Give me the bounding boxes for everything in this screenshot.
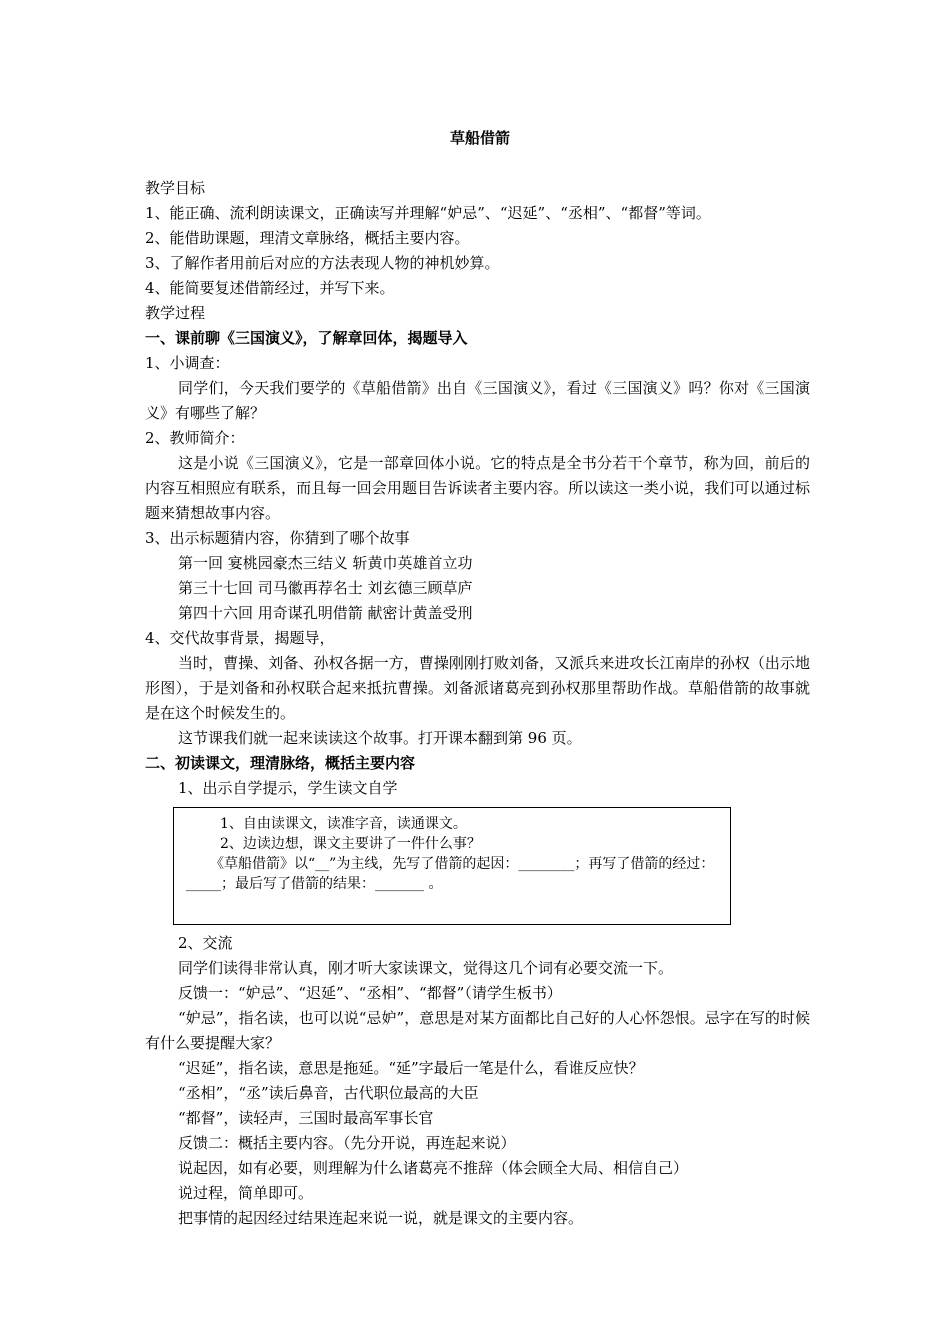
- chapter-title: 第一回 宴桃园豪杰三结义 斩黄巾英雄首立功: [178, 554, 473, 572]
- section2-heading: 二、初读课文，理清脉络，概括主要内容: [145, 754, 416, 772]
- exchange-line: “丞相”，“丞”读后鼻音，古代职位最高的大臣: [178, 1084, 479, 1102]
- exchange-line: 说起因，如有必要，则理解为什么诸葛亮不推辞（体会顾全大局、相信自己）: [178, 1159, 689, 1177]
- exchange-line: 把事情的起因经过结果连起来说一说，就是课文的主要内容。: [178, 1209, 584, 1227]
- exchange-line: 同学们读得非常认真，刚才听大家读课文，觉得这几个词有必要交流一下。: [178, 959, 674, 977]
- survey-paragraph: 同学们，今天我们要学的《草船借箭》出自《三国演义》，看过《三国演义》吗？你对《三国演义》有哪些了解？: [145, 379, 810, 422]
- prompt-fill-blank: 《草船借箭》以“__”为主线，先写了借箭的起因：________；再写了借箭的经过：_____；最后写了借箭的结果：_______ 。: [186, 856, 715, 892]
- exchange-line: 反馈二：概括主要内容。（先分开说，再连起来说）: [178, 1134, 516, 1152]
- intro-paragraph: 这是小说《三国演义》，它是一部章回体小说。它的特点是全书分若干个章节，称为回，前后的内容互相照应有联系，而且每一回会用题目告诉读者主要内容。所以读这一类小说，我们可以通过标题来猜想故事内容。: [145, 454, 810, 522]
- background-label: 4、交代故事背景，揭题导，: [145, 629, 335, 647]
- open-book-text: 这节课我们就一起来读读这个故事。打开课本翻到第 96 页。: [178, 729, 582, 747]
- survey-label: 1、小调查：: [145, 354, 230, 372]
- intro-label: 2、教师简介：: [145, 429, 245, 447]
- chapter-title: 第三十七回 司马徽再荐名士 刘玄德三顾草庐: [178, 579, 473, 597]
- chapter-title: 第四十六回 用奇谋孔明借箭 献密计黄盖受刑: [178, 604, 473, 622]
- prompt-line: 2、边读边想，课文主要讲了一件什么事？: [220, 836, 481, 852]
- section1-heading: 一、课前聊《三国演义》，了解章回体，揭题导入: [145, 329, 468, 347]
- objectives-heading: 教学目标: [145, 179, 206, 197]
- document-title: 草船借箭: [449, 129, 510, 147]
- exchange-line: 说过程，简单即可。: [178, 1184, 314, 1202]
- objective-item: 1、能正确、流利朗读课文，正确读写并理解“妒忌”、“迟延”、“丞相”、“都督”等词。: [145, 204, 711, 222]
- document-body: [145, 127, 810, 1231]
- exchange-line: “都督”，读轻声，三国时最高军事长官: [178, 1109, 434, 1127]
- exchange-line: 反馈一：“妒忌”、“迟延”、“丞相”、“都督”（请学生板书）: [178, 984, 562, 1002]
- process-heading: 教学过程: [145, 304, 206, 322]
- jidu-paragraph: “妒忌”，指名读，也可以说“忌妒”，意思是对某方面都比自己好的人心怀怨恨。忌字在写的时候有什么要提醒大家？: [145, 1009, 810, 1052]
- guess-label: 3、出示标题猜内容，你猜到了哪个故事: [145, 529, 410, 547]
- prompt-line: 1、自由读课文，读准字音，读通课文。: [220, 816, 467, 832]
- selfstudy-label: 1、出示自学提示，学生读文自学: [178, 779, 398, 797]
- background-paragraph: 当时，曹操、刘备、孙权各据一方，曹操刚刚打败刘备，又派兵来进攻长江南岸的孙权（出示地形图），于是刘备和孙权联合起来抵抗曹操。刘备派诸葛亮到孙权那里帮助作战。草船借箭的故事就是在这个时候发生的。: [145, 654, 810, 722]
- exchange-line: “迟延”，指名读，意思是拖延。“延”字最后一笔是什么，看谁反应快？: [178, 1059, 644, 1077]
- exchange-label: 2、交流: [178, 934, 233, 952]
- objective-item: 3、了解作者用前后对应的方法表现人物的神机妙算。: [145, 254, 500, 272]
- selfstudy-prompt-box: [173, 807, 731, 925]
- objective-item: 4、能简要复述借箭经过，并写下来。: [145, 279, 395, 297]
- objective-item: 2、能借助课题，理清文章脉络，概括主要内容。: [145, 229, 470, 247]
